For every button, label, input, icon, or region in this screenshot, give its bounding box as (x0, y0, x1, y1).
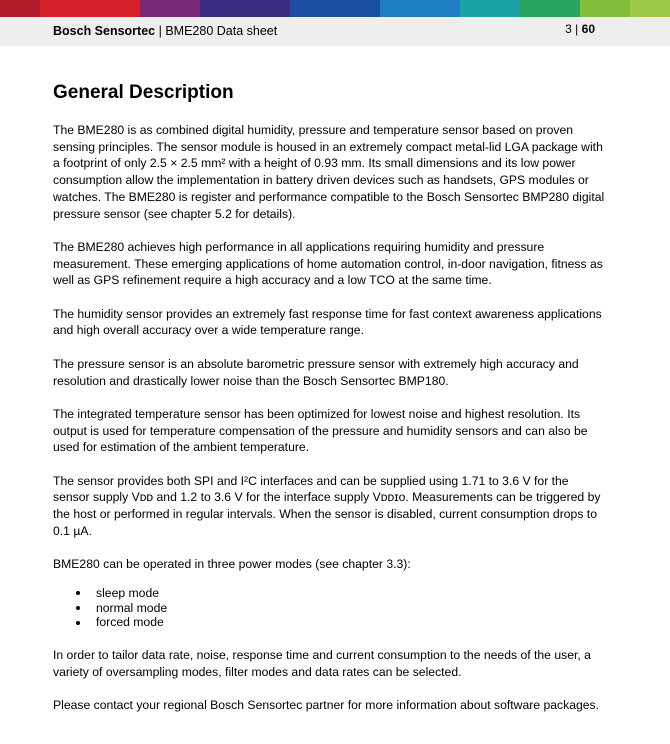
band-segment (630, 0, 670, 17)
band-segment (520, 0, 580, 17)
header-separator: | (155, 24, 166, 38)
paragraph-overview: The BME280 is as combined digital humidity, pressure and temperature sensor based on proven sensing principles. The sensor module is housed in an extremely compact metal-lid LGA package with a footprint of only 2.5 × 2.5 mm² with a height of 0.93 mm. Its small dimensions and its low power consumption allow the implementation in battery driven devices such as handsets, GPS modules or watches. The BME280 is register and performance compatible to the Bosch Sensortec BMP280 digital pressure sensor (see chapter 5.2 for details). (53, 123, 605, 221)
band-segment (40, 0, 140, 17)
band-segment (380, 0, 460, 17)
page-number (565, 22, 595, 37)
paragraph-power-modes-intro: BME280 can be operated in three power modes (see chapter 3.3): (53, 557, 411, 572)
running-header (53, 24, 277, 39)
band-segment (290, 0, 380, 17)
section-title: General Description (53, 82, 234, 103)
page-content (53, 81, 608, 730)
paragraph-performance: The BME280 achieves high performance in all applications requiring humidity and pressure measurement. These emerging applications of home automation control, in-door navigation, fitness as well as GPS refinement require a high accuracy and a low TCO at the same time. (53, 239, 603, 288)
paragraph-interfaces: The sensor provides both SPI and I²C interfaces and can be supplied using 1.71 to 3.6 V for the sensor supply Vᴅᴅ and 1.2 to 3.6 V for the interface supply Vᴅᴅɪᴏ. Measurements can be triggered by the host or performed in regular intervals. When the sensor is disabled, current consumption drops to 0.1 µA. (53, 473, 601, 538)
page-separator: | (571, 22, 582, 36)
list-item: forced mode (53, 615, 608, 630)
header-brand: Bosch Sensortec (53, 24, 156, 38)
page-total: 60 (581, 22, 595, 36)
header-color-band (0, 0, 670, 17)
band-segment (200, 0, 290, 17)
list-item: sleep mode (53, 586, 608, 601)
paragraph-pressure-sensor: The pressure sensor is an absolute barometric pressure sensor with extremely high accuracy and resolution and drastically lower noise than the Bosch Sensortec BMP180. (53, 356, 579, 388)
paragraph-oversampling: In order to tailor data rate, noise, response time and current consumption to the needs of the user, a variety of oversampling modes, filter modes and data rates can be selected. (53, 647, 591, 679)
band-segment (460, 0, 520, 17)
paragraph-temperature-sensor: The integrated temperature sensor has been optimized for lowest noise and highest resolution. Its output is used for temperature compensation of the pressure and humidity sensors and can also be used for estimation of the ambient temperature. (53, 406, 588, 455)
paragraph-humidity-sensor: The humidity sensor provides an extremely fast response time for fast context awareness applications and high overall accuracy over a wide temperature range. (53, 306, 602, 338)
band-segment (0, 0, 40, 17)
header-doc-title: BME280 Data sheet (165, 24, 278, 38)
paragraph-contact: Please contact your regional Bosch Sensortec partner for more information about software packages. (53, 698, 600, 713)
list-item: normal mode (53, 601, 608, 616)
band-segment (140, 0, 200, 17)
page-current: 3 (565, 22, 572, 36)
band-segment (580, 0, 630, 17)
power-modes-list (53, 586, 608, 630)
